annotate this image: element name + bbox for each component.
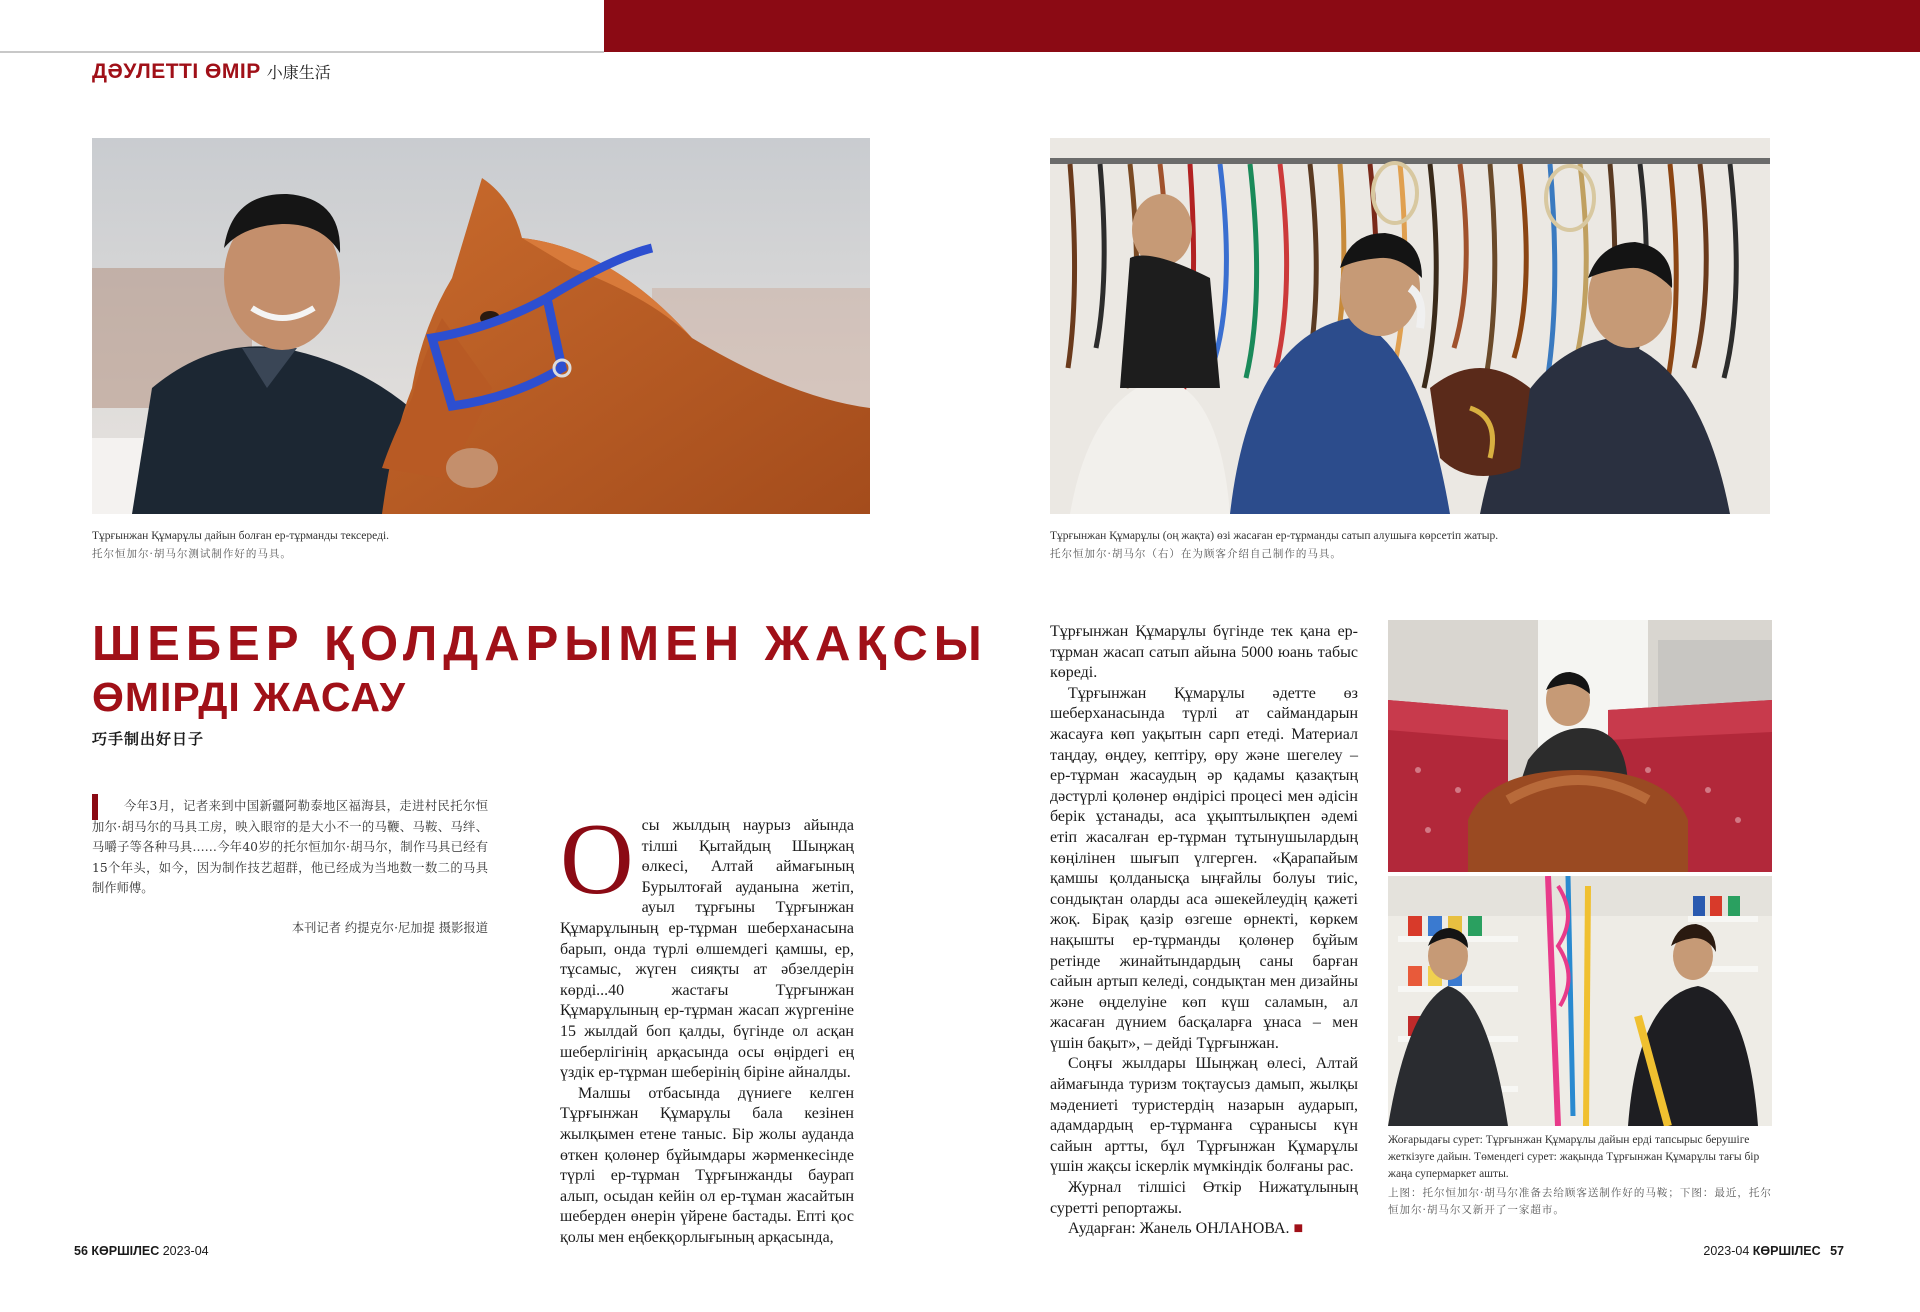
article-title-line1: ШЕБЕР ҚОЛДАРЫМЕН ЖАҚСЫ [92, 617, 988, 671]
photo-tack-shop [1050, 138, 1770, 514]
section-title-kz: ДӘУЛЕТТІ ӨМІР [92, 60, 261, 83]
lead-credit: 本刊记者 约提克尔·尼加提 摄影报道 [291, 921, 488, 935]
folio-right [1703, 1244, 1844, 1258]
section-tag [92, 60, 331, 86]
photo1-caption-kz: Тұрғынжан Құмарұлы дайын болған ер-тұрманды тексереді. [92, 530, 390, 542]
lead-paragraph-cn: 今年3月，记者来到中国新疆阿勒泰地区福海县，走进村民托尔恒加尔·胡马尔的马具工房，映入眼帘的是大小不一的马鞭、马鞍、马绊、马嚼子等各种马具……今年40岁的托尔恒加尔·胡马尔，制作马具已经有15个年头，如今，因为制作技艺超群，他已经成为当地数一数二的马具制作师傅。 [92, 799, 488, 895]
translator-credit: Аударған: Жанель ОНЛАНОВА. [1068, 1220, 1290, 1238]
article-column-2 [1050, 622, 1358, 1240]
article-headline [92, 616, 988, 749]
article-paragraph: Тұрғынжан Құмарұлы әдетте өз шеберханасында түрлі ат саймандарын жасауға көп уақытын сарп етеді. Материал таңдау, өңдеу, кептіру, өру және шегелеу – ер-тұрман жасаудың әр қадамы қазақтың дәстүрлі қолөнер өндірісі процесі мен әдісін берік ұстанады, аса ұқыптылықпен әдемі етіп жасалған ер-тұрман тұтынушылардың көңілінен шығып үлгерген. «Қарапайым қамшы қолданысқа ыңғайлы болуы тиіс, сондықтан оларды аса әшекейлеудің қажеті жоқ. Бірақ қазір өзгеше өрнекті, көркем нақышты ер-тұрманды қолөнер бұйым ретінде жинайтындардың саны барған сайын артып келеді, сондықтан мен дизайны және өңделуіне көп күш саламын, ал жасаған дүнием басқаларға ұнаса – мен үшін бақыт», – дейді Тұрғынжан. [1050, 684, 1358, 1052]
section-title-cn: 小康生活 [266, 63, 331, 82]
photo-man-with-horse [92, 138, 870, 514]
photo2-caption-cn: 托尔恒加尔·胡马尔（右）在为顾客介绍自己制作的马具。 [1050, 548, 1342, 560]
article-paragraph [1050, 1219, 1358, 1240]
article-paragraph: Малшы отбасында дүниеге келген Тұрғынжан Құмарұлы бала кезінен жылқымен етене таныс. Бір жолы ауданда өткен қолөнер бұйымдары жәрменкесінде түрлі ер-тұрман Тұрғынжанды баурап алып, осыдан кейін ол ер-тұман жасайтын шеберден өнерін үйрене бастады. Епті қос қолы мен еңбекқорлығының арқасында, [560, 1084, 854, 1246]
issue-left: 2023-04 [162, 1244, 209, 1258]
photo34-caption-cn: 上图：托尔恒加尔·胡马尔准备去给顾客送制作好的马鞍；下图：最近，托尔恒加尔·胡马尔又新开了一家超市。 [1388, 1187, 1772, 1216]
photo2-caption [1050, 527, 1770, 563]
drop-cap: О [560, 803, 634, 916]
magazine-name-left: КӨРШІЛЕС [91, 1244, 160, 1258]
photo-supermarket [1388, 876, 1772, 1126]
photo1-caption-cn: 托尔恒加尔·胡马尔测试制作好的马具。 [92, 548, 292, 560]
article-subtitle-cn: 巧手制出好日子 [92, 730, 205, 748]
folio-left [74, 1244, 209, 1258]
page-number-left: 56 [74, 1244, 88, 1258]
article-title-line2: ӨМІРДІ ЖАСАУ [92, 674, 406, 720]
photo34-caption [1388, 1132, 1772, 1219]
header-band [604, 0, 1920, 52]
article-paragraph: Журнал тілшісі Өткір Нижатұлының суретті репортажы. [1050, 1179, 1358, 1217]
photo34-caption-kz: Жоғарыдағы сурет: Тұрғынжан Құмарұлы дайын ерді тапсырыс берушіге жеткізуге дайын. Төмендегі сурет: жақында Тұрғынжан Құмарұлы тағы бір жаңа супермаркет ашты. [1388, 1134, 1760, 1180]
paragraph-text: сы жылдың наурыз айында тілші Қытайдың Шыңжаң өлкесі, Алтай аймағының Бурылтоғай ауданына жетіп, ауыл тұрғыны Тұрғынжан Құмарұлының ер-тұрман шеберханасына барып, онда түрлі өлшемдегі қамшы, ер, тұсамыс, жүген сияқты ат әбзелдерін көрді...40 жастағы Тұрғынжан Құмарұлының ер-тұрман жасап жүргеніне 15 жылдай боп қалды, бүгінде ол асқан шеберлігінің арқасында осы өңірдегі ең үздік ер-тұрман шеберінің біріне айналды. [560, 817, 854, 1082]
photo1-caption [92, 527, 712, 563]
photo-saddle-delivery [1388, 620, 1772, 872]
magazine-name-right: КӨРШІЛЕС [1752, 1244, 1821, 1258]
end-mark: ■ [1293, 1220, 1304, 1238]
article-column-1 [560, 803, 854, 1248]
article-paragraph: Соңғы жылдары Шыңжаң өлесі, Алтай аймағында туризм тоқтаусыз дамып, жылқы мәдениеті туристердің назарын аударып, адамдардың ер-тұрманға сұранысы күн сайын артты, бұл Тұрғынжан Құмарұлы үшін жақсы іскерлік мүмкіндік болғаны рас. [1050, 1055, 1358, 1176]
header-rule [0, 51, 604, 53]
issue-right: 2023-04 [1703, 1244, 1750, 1258]
page-number-right: 57 [1830, 1244, 1844, 1258]
photo2-caption-kz: Тұрғынжан Құмарұлы (оң жақта) өзі жасаған ер-тұрманды сатып алушыға көрсетіп жатыр. [1050, 530, 1499, 542]
article-paragraph [560, 803, 854, 1084]
article-paragraph: Тұрғынжан Құмарұлы бүгінде тек қана ер-тұрман жасап сатып айына 5000 юань табыс көреді. [1050, 623, 1358, 682]
